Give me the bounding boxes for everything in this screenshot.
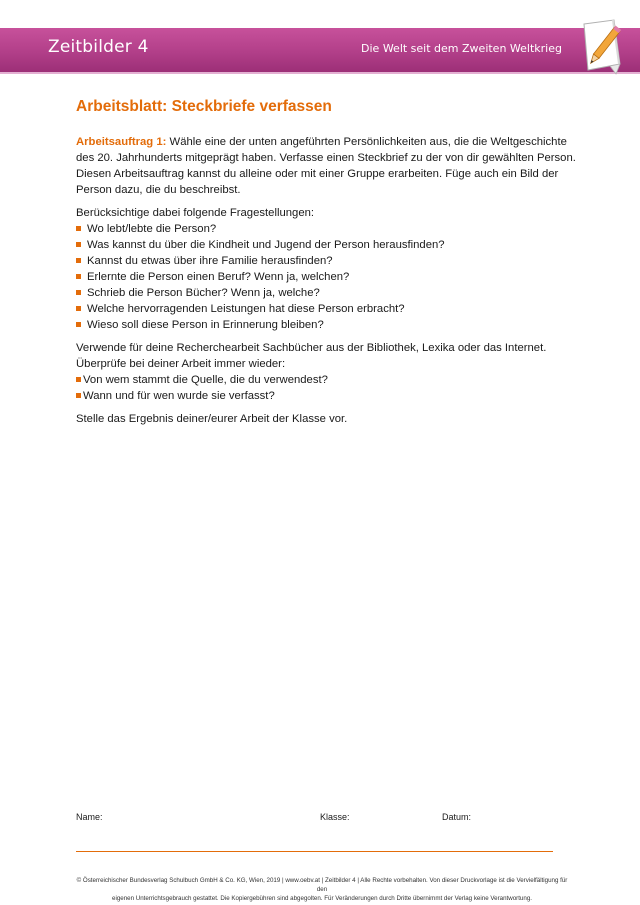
list-item: Schrieb die Person Bücher? Wenn ja, welche? — [76, 285, 576, 301]
divider-line — [76, 851, 553, 852]
closing-text: Stelle das Ergebnis deiner/eurer Arbeit der Klasse vor. — [76, 413, 348, 425]
list-item: Welche hervorragenden Leistungen hat diese Person erbracht? — [76, 301, 576, 317]
task-text: Wähle eine der unten angeführten Persönlichkeiten aus, die die Weltgeschichte des 20. Jahrhunderts mitgeprägt haben. Verfasse einen Steckbrief zu der von dir gewählten Person. Diesen Arbeitsauftrag kannst du alleine oder mit einer Gruppe erarbeiten. Füge auch ein Bild der Person dazu, die du beschreibst. — [76, 136, 576, 196]
worksheet-title: Arbeitsblatt: Steckbriefe verfassen — [76, 98, 332, 115]
footer-line: © Österreichischer Bundesverlag Schulbuch GmbH & Co. KG, Wien, 2019 | www.oebv.at | Zeitbilder 4 | Alle Rechte vorbehalten. Von dieser Druckvorlage ist die Vervielfältigung für den — [76, 877, 568, 893]
list-item: Wo lebt/lebte die Person? — [76, 221, 576, 237]
questions-intro: Berücksichtige dabei folgende Fragestellungen: — [76, 207, 315, 219]
header-title: Zeitbilder 4 — [48, 37, 149, 57]
list-item: Wieso soll diese Person in Erinnerung bleiben? — [76, 317, 576, 333]
research-text: Verwende für deine Recherchearbeit Sachbücher aus der Bibliothek, Lexika oder das Internet. — [76, 342, 547, 354]
square-bullet-icon — [76, 377, 81, 382]
list-item: Kannst du etwas über ihre Familie herausfinden? — [76, 253, 576, 269]
task-label: Arbeitsauftrag 1: — [76, 136, 167, 148]
header-band — [0, 28, 640, 74]
list-item: Von wem stammt die Quelle, die du verwendest? — [76, 372, 576, 388]
copyright-footer — [76, 876, 568, 903]
footer-line: eigenen Unterrichtsgebrauch gestattet. Die Kopiergebühren sind abgegolten. Für Veränderungen durch Dritte übernimmt der Verlag keine Verantwortung. — [112, 895, 532, 902]
square-bullet-icon — [76, 274, 81, 279]
klasse-field-label: Klasse: — [320, 812, 350, 822]
check-intro: Überprüfe bei deiner Arbeit immer wieder: — [76, 358, 286, 370]
list-item: Erlernte die Person einen Beruf? Wenn ja, welchen? — [76, 269, 576, 285]
square-bullet-icon — [76, 226, 81, 231]
square-bullet-icon — [76, 322, 81, 327]
square-bullet-icon — [76, 393, 81, 398]
list-item: Wann und für wen wurde sie verfasst? — [76, 388, 576, 404]
worksheet-body — [76, 134, 576, 427]
questions-list — [76, 221, 576, 333]
list-item: Was kannst du über die Kindheit und Jugend der Person herausfinden? — [76, 237, 576, 253]
pencil-paper-icon — [574, 18, 626, 78]
checks-list — [76, 372, 576, 404]
task-paragraph — [76, 134, 576, 198]
square-bullet-icon — [76, 242, 81, 247]
header-subtitle: Die Welt seit dem Zweiten Weltkrieg — [361, 42, 562, 55]
square-bullet-icon — [76, 290, 81, 295]
name-field-label: Name: — [76, 812, 103, 822]
square-bullet-icon — [76, 306, 81, 311]
square-bullet-icon — [76, 258, 81, 263]
datum-field-label: Datum: — [442, 812, 472, 822]
